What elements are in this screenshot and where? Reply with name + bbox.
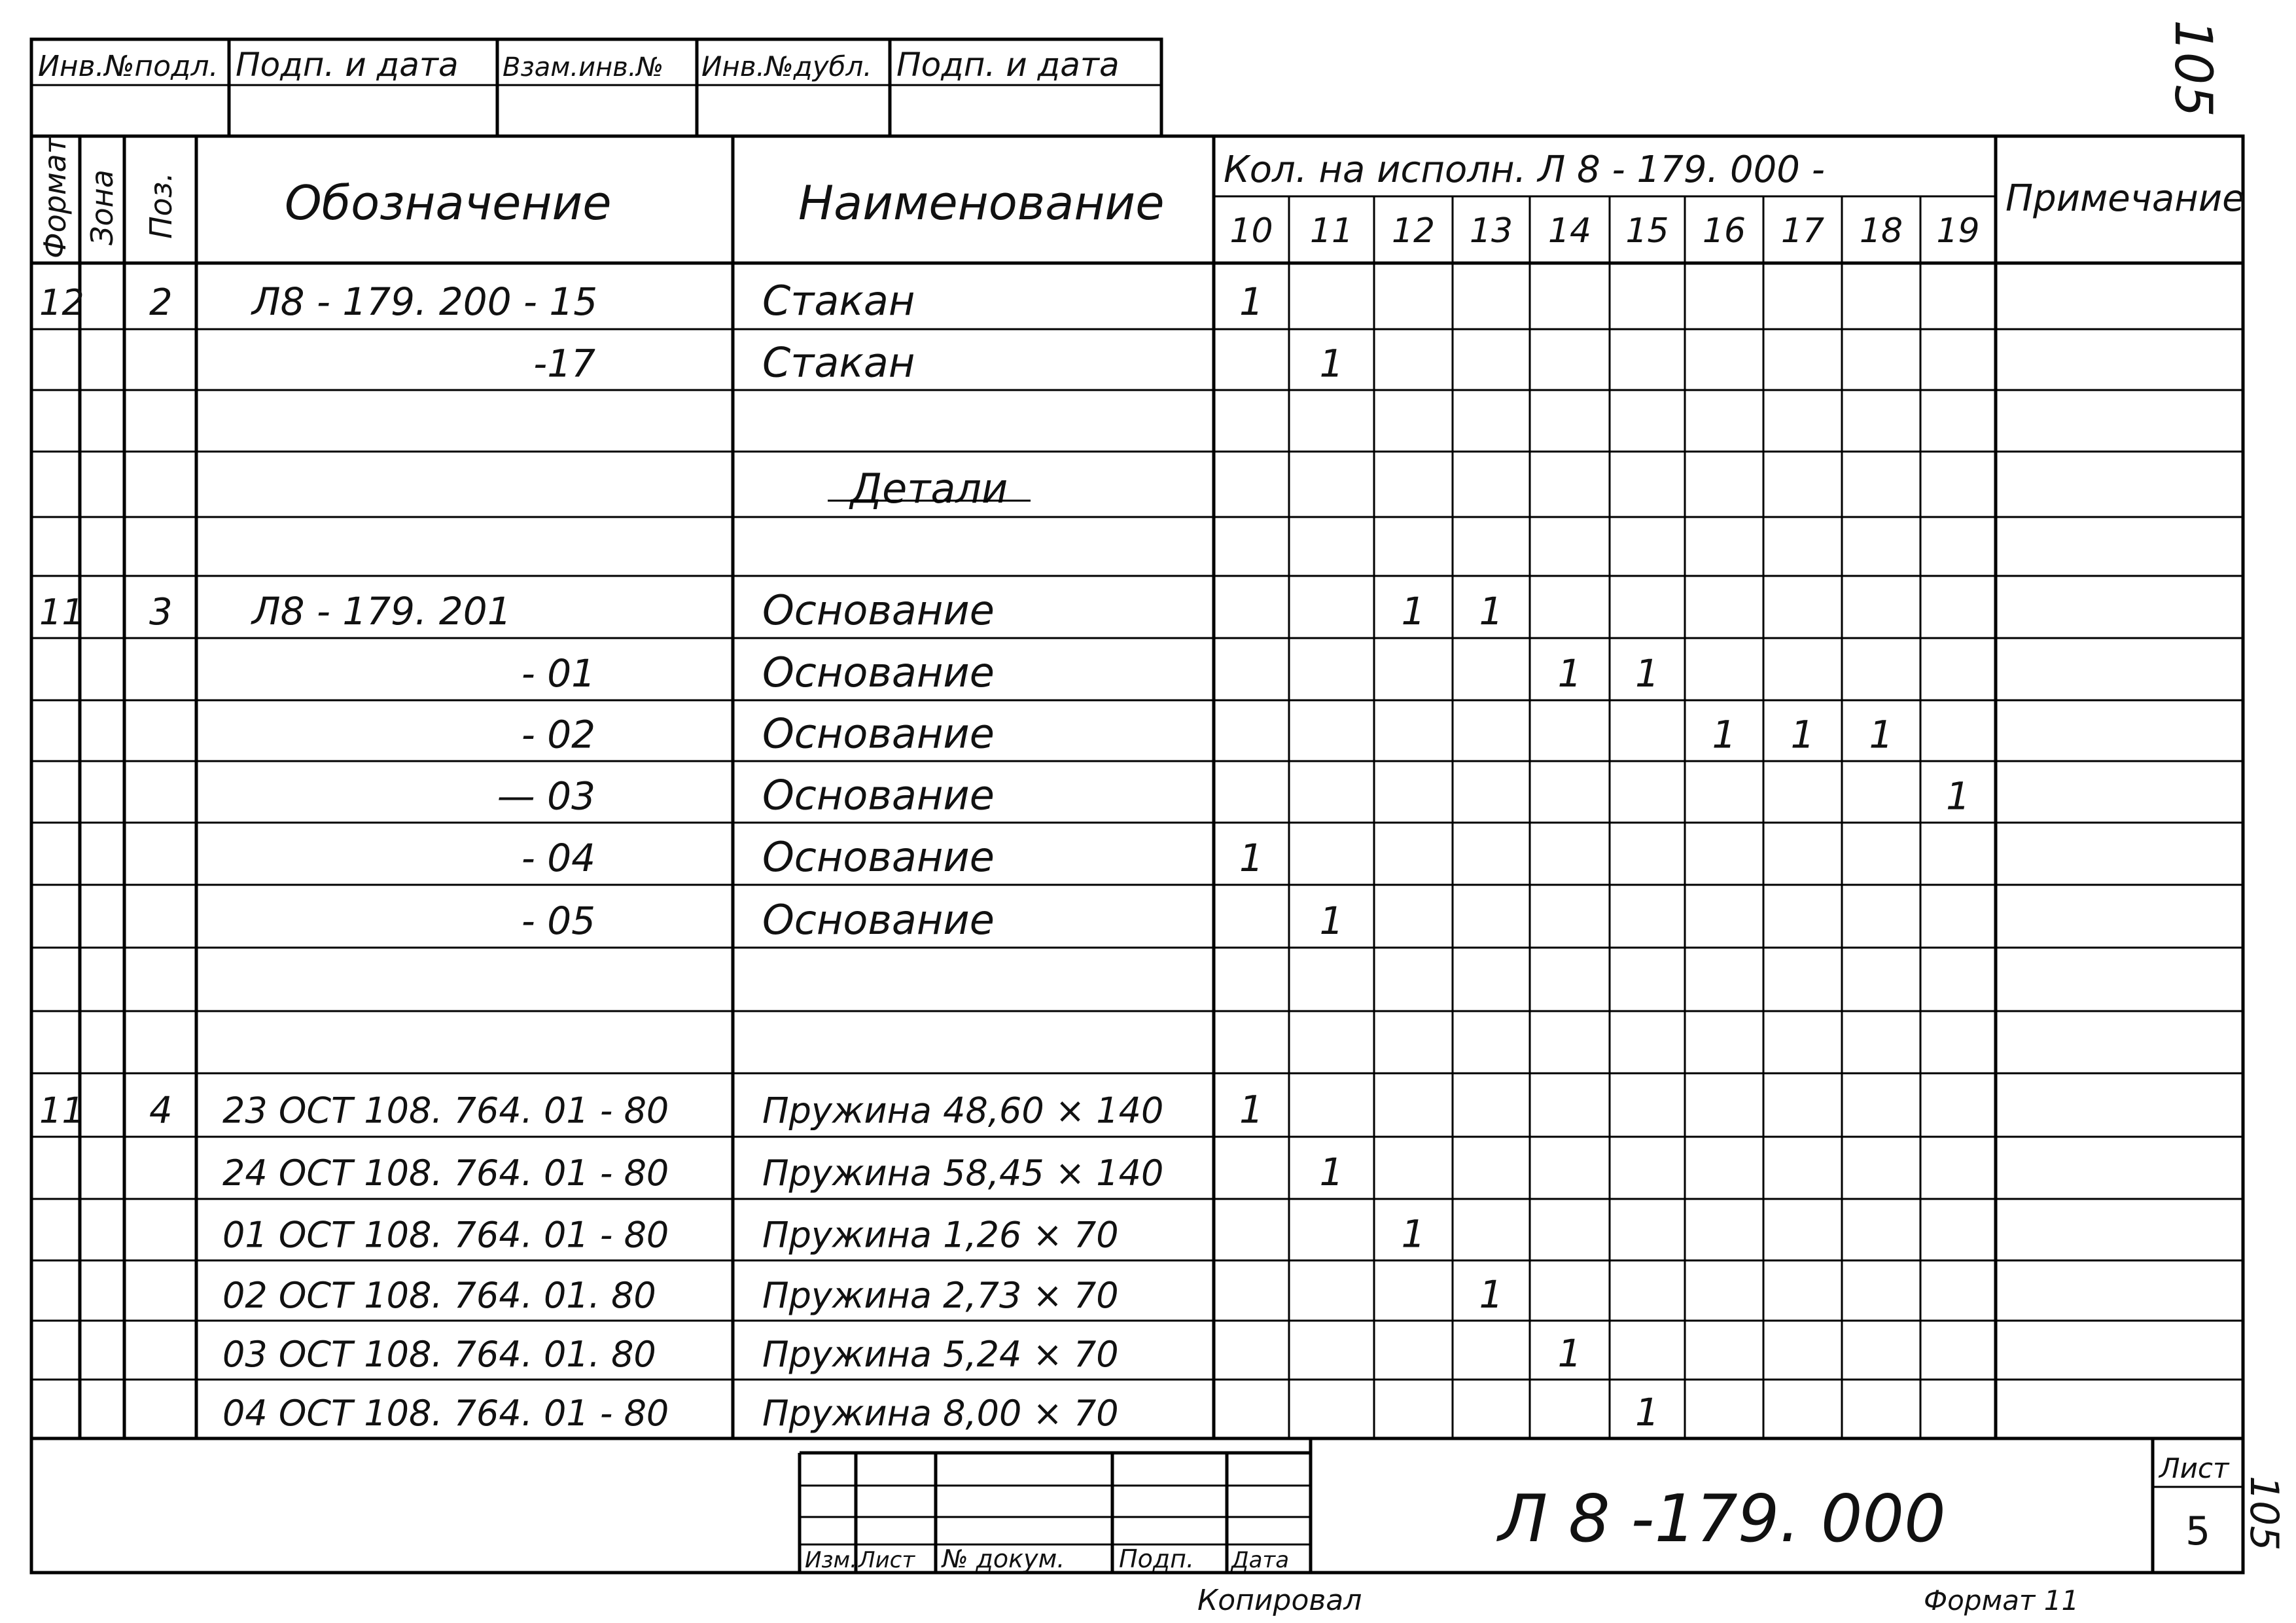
row-qty: 1 xyxy=(1557,1331,1582,1376)
tb-doc-number: Л 8 -179. 000 xyxy=(1498,1480,1946,1557)
top-reference-block xyxy=(31,39,1161,136)
row-name: Пружина 2,73 × 70 xyxy=(762,1274,1119,1316)
section-title: Детали xyxy=(850,465,1008,512)
tb-label-date: Дата xyxy=(1231,1547,1290,1573)
row-qty: 1 xyxy=(1319,341,1344,386)
row-name: Основание xyxy=(762,709,995,758)
row-designation: Л8 - 179. 200 - 15 xyxy=(252,279,598,324)
qty-col-header: 19 xyxy=(1936,211,1980,251)
row-qty: 1 xyxy=(1479,589,1504,634)
row-name: Пружина 48,60 × 140 xyxy=(762,1090,1164,1132)
row-name: Основание xyxy=(762,586,995,635)
row-designation: - 05 xyxy=(521,898,595,943)
qty-col-header: 14 xyxy=(1547,211,1592,251)
row-qty: 1 xyxy=(1239,279,1263,324)
row-designation: 24 ОСТ 108. 764. 01 - 80 xyxy=(222,1152,669,1194)
header-zone: Зона xyxy=(84,169,120,245)
footer-format: Формат 11 xyxy=(1924,1584,2079,1616)
row-qty: 1 xyxy=(1946,774,1970,819)
row-qty: 1 xyxy=(1319,1150,1344,1195)
table-row xyxy=(39,277,1263,325)
row-qty: 1 xyxy=(1790,712,1815,757)
table-row xyxy=(222,1390,1659,1435)
row-pos: 2 xyxy=(149,281,173,324)
row-qty: 1 xyxy=(1869,712,1894,757)
row-qty: 1 xyxy=(1319,898,1344,943)
tb-sheet-label: Лист xyxy=(2159,1452,2229,1484)
table-row xyxy=(222,1331,1581,1376)
row-designation: Л8 - 179. 201 xyxy=(252,589,512,634)
tb-sheet-number: 5 xyxy=(2185,1508,2211,1554)
top-cell-4: Подп. и дата xyxy=(896,46,1120,84)
row-qty: 1 xyxy=(1635,651,1659,696)
row-name: Основание xyxy=(762,833,995,882)
row-name: Основание xyxy=(762,895,995,944)
row-format: 11 xyxy=(39,592,84,633)
top-cell-1: Подп. и дата xyxy=(236,46,459,84)
header-designation: Обозначение xyxy=(285,175,612,230)
row-name: Основание xyxy=(762,649,995,697)
qty-col-header: 17 xyxy=(1780,211,1825,251)
row-designation: 02 ОСТ 108. 764. 01. 80 xyxy=(222,1274,656,1316)
row-name: Пружина 58,45 × 140 xyxy=(762,1152,1164,1194)
row-designation: 04 ОСТ 108. 764. 01 - 80 xyxy=(222,1393,669,1435)
row-qty: 1 xyxy=(1557,651,1582,696)
row-qty: 1 xyxy=(1712,712,1737,757)
header-name: Наименование xyxy=(798,175,1165,230)
title-block xyxy=(800,1438,2287,1573)
top-cell-2: Взам.инв.№ xyxy=(503,52,664,82)
table-row xyxy=(521,896,1344,944)
tb-side-number: 105 xyxy=(2241,1476,2287,1551)
qty-col-header: 16 xyxy=(1702,211,1746,251)
top-cell-0: Инв.№подл. xyxy=(38,50,219,83)
row-qty: 1 xyxy=(1401,589,1426,634)
row-name: Пружина 5,24 × 70 xyxy=(762,1334,1119,1376)
header-qty-title: Кол. на исполн. Л 8 - 179. 000 - xyxy=(1224,149,1825,191)
table-row xyxy=(222,1211,1425,1256)
qty-col-header: 11 xyxy=(1309,211,1354,251)
row-pos: 4 xyxy=(149,1089,173,1132)
qty-col-header: 18 xyxy=(1859,211,1903,251)
footer-copied: Копировал xyxy=(1197,1584,1362,1617)
qty-col-header: 15 xyxy=(1625,211,1669,251)
row-pos: 3 xyxy=(149,591,173,634)
top-cell-3: Инв.№дубл. xyxy=(701,50,872,82)
row-designation: 01 ОСТ 108. 764. 01 - 80 xyxy=(222,1214,669,1256)
table-row xyxy=(521,649,1659,696)
row-qty: 1 xyxy=(1239,1087,1263,1132)
tb-label-izm: Изм. xyxy=(805,1547,857,1573)
row-qty: 1 xyxy=(1479,1272,1504,1317)
table-row xyxy=(39,586,1503,634)
row-designation: 03 ОСТ 108. 764. 01. 80 xyxy=(222,1334,656,1376)
row-name: Пружина 8,00 × 70 xyxy=(762,1393,1119,1435)
tb-label-sign: Подп. xyxy=(1119,1544,1195,1573)
qty-col-header: 10 xyxy=(1229,211,1273,251)
corner-sheet-number: 105 xyxy=(2163,20,2222,117)
table-row xyxy=(521,833,1263,881)
table-row xyxy=(222,1272,1503,1317)
tb-label-list: Лист xyxy=(858,1547,915,1573)
row-designation: — 03 xyxy=(497,774,595,819)
table-row xyxy=(497,771,1970,819)
row-qty: 1 xyxy=(1239,836,1263,881)
row-designation: 23 ОСТ 108. 764. 01 - 80 xyxy=(222,1090,669,1132)
table-row xyxy=(39,1088,1263,1132)
table-row xyxy=(222,1150,1343,1194)
row-qty: 1 xyxy=(1635,1390,1659,1435)
row-name: Основание xyxy=(762,771,995,819)
row-name: Стакан xyxy=(762,276,915,325)
row-designation: - 01 xyxy=(521,651,595,696)
row-designation: - 02 xyxy=(521,712,595,757)
row-designation: -17 xyxy=(533,341,595,386)
row-format: 11 xyxy=(39,1090,84,1132)
header-format: Формат xyxy=(37,136,73,259)
row-format: 12 xyxy=(39,281,84,323)
tb-label-doc: № докум. xyxy=(942,1544,1065,1573)
qty-col-header: 13 xyxy=(1469,211,1513,251)
row-qty: 1 xyxy=(1401,1211,1426,1257)
qty-col-header: 12 xyxy=(1391,211,1436,251)
row-name: Стакан xyxy=(762,338,915,387)
row-designation: - 04 xyxy=(521,836,595,881)
table-row xyxy=(521,710,1894,758)
header-pos: Поз. xyxy=(143,172,179,239)
table-row xyxy=(533,339,1343,387)
header-note: Примечание xyxy=(2005,177,2245,220)
table-row xyxy=(849,465,1008,512)
row-name: Пружина 1,26 × 70 xyxy=(762,1214,1119,1256)
